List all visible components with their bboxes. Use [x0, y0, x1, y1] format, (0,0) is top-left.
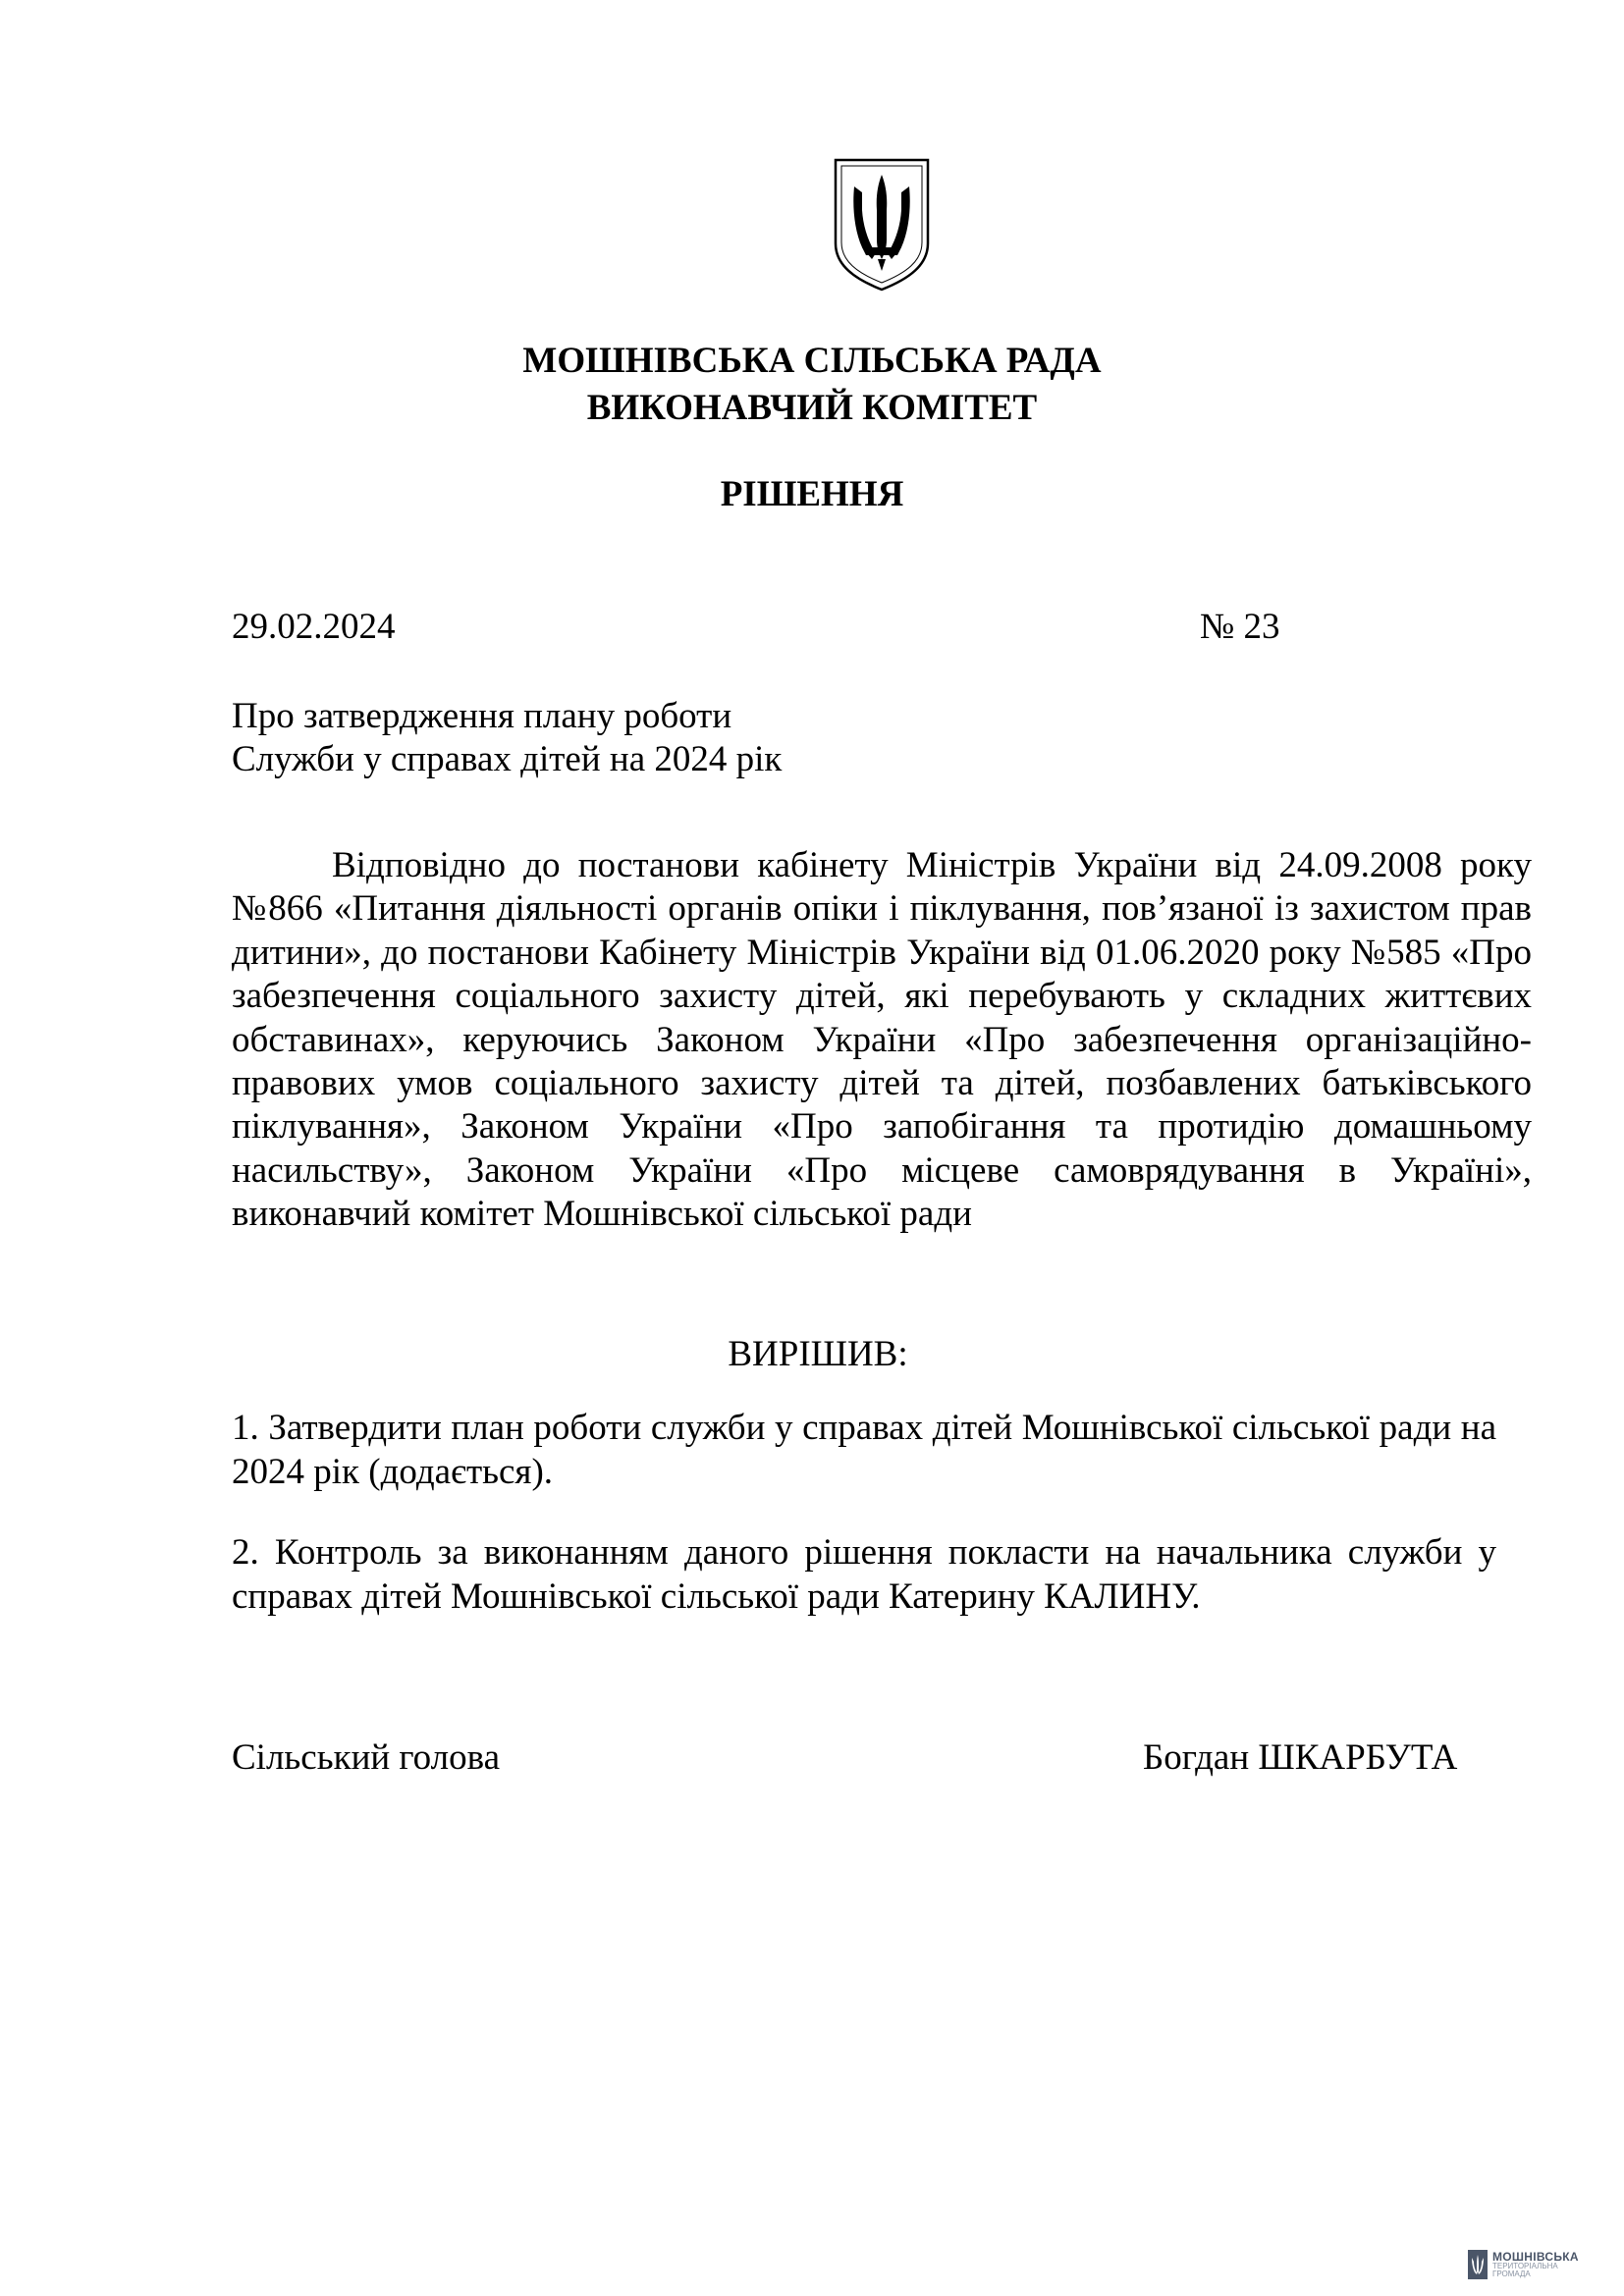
resolution-item-2: 2. Контроль за виконанням даного рішення покласти на начальника служби у справах дітей Мошнівської сільської ради Катерину КАЛИНУ.: [232, 1532, 1496, 1617]
footer-logo-line-3: ГРОМАДА: [1492, 2269, 1531, 2278]
coat-of-arms-icon: [833, 157, 931, 293]
organization-department: ВИКОНАВЧИЙ КОМІТЕТ: [586, 388, 1038, 428]
signatory-title: Сільський голова: [232, 1737, 501, 1778]
signatory-name: Богдан ШКАРБУТА: [1143, 1737, 1458, 1778]
footer-logo-line-1: МОШНІВСЬКА: [1492, 2250, 1579, 2264]
document-date: 29.02.2024: [232, 607, 396, 647]
subject-line-2: Служби у справах дітей на 2024 рік: [232, 739, 783, 779]
community-logo-icon: [1467, 2249, 1489, 2280]
document-subject: [232, 695, 782, 781]
resolved-heading: ВИРІШИВ:: [728, 1334, 908, 1374]
footer-logo: [1467, 2246, 1579, 2283]
organization-name: МОШНІВСЬКА СІЛЬСЬКА РАДА: [522, 341, 1102, 381]
footer-logo-line-2: ТЕРИТОРІАЛЬНА: [1492, 2262, 1558, 2270]
document-type-title: РІШЕННЯ: [720, 474, 904, 514]
document-number: № 23: [1200, 607, 1280, 647]
resolution-item-1: 1. Затвердити план роботи служби у справах дітей Мошнівської сільської ради на 2024 рік (додається).: [232, 1408, 1496, 1492]
preamble-paragraph: Відповідно до постанови кабінету Міністрів України від 24.09.2008 року №866 «Питання діяльності органів опіки і піклування, пов’язаної із захистом прав дитини», до постанови Кабінету Міністрів України від 01.06.2020 року №585 «Про забезпечення соціального захисту дітей, які перебувають у складних життєвих обставинах», керуючись Законом України «Про забезпечення організаційно-правових умов соціального захисту дітей та дітей, позбавлених батьківського піклування», Законом України «Про запобігання та протидію домашньому насильству», Законом України «Про місцеве самоврядування в Україні», виконавчий комітет Мошнівської сільської ради: [232, 845, 1532, 1235]
subject-line-1: Про затвердження плану роботи: [232, 696, 732, 736]
footer-logo-text: [1492, 2251, 1579, 2278]
